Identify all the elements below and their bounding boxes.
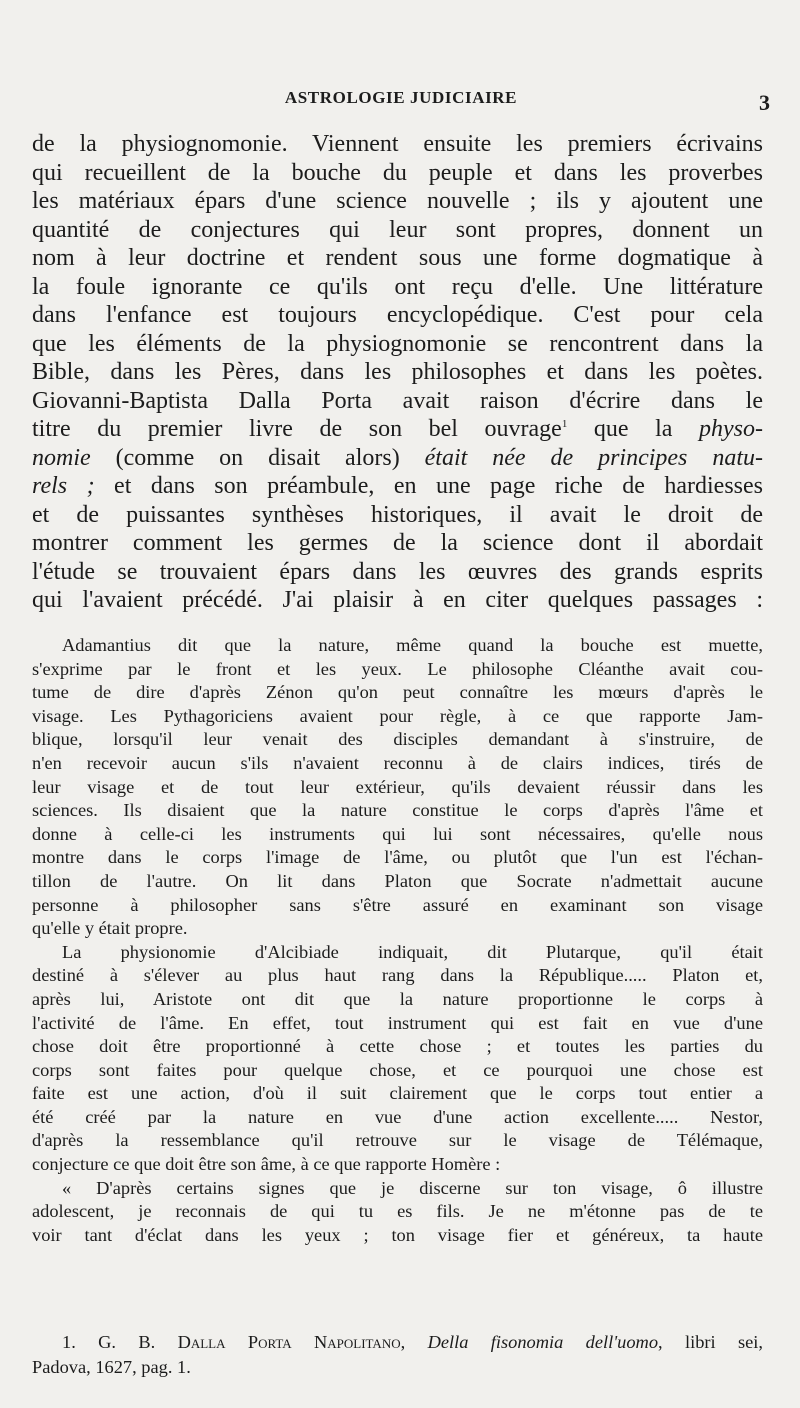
footnote-book-title: Della fisonomia dell'uomo [427,1332,659,1352]
text-line: Giovanni-Baptista Dalla Porta avait raison d'écrire dans le [32,387,763,414]
quote-line: conjecture ce que doit être son âme, à ce que rapporte Homère : [32,1154,501,1175]
footnote [32,1330,763,1380]
text-line: qui recueillent de la bouche du peuple et dans les proverbes [32,159,763,186]
quote-line: personne à philosopher sans s'être assuré en examinant son visage [32,894,763,915]
quote-line: tillon de l'autre. On lit dans Platon que Socrate n'admettait aucune [32,870,763,891]
quote-line: montre dans le corps l'image de l'âme, ou plutôt que l'un est l'échan- [32,847,763,868]
quote-line: donne à celle-ci les instruments qui lui sont nécessaires, qu'elle nous [32,823,763,844]
footnote-reference: 1 [561,418,568,430]
quote-line: adolescent, je reconnais de qui tu es fils. Je ne m'étonne pas de te [32,1201,763,1222]
text-line: qui l'avaient précédé. J'ai plaisir à en citer quelques passages : [32,587,763,613]
text-line: montrer comment les germes de la science dont il abordait [32,530,763,556]
text-segment: , libri sei, [658,1332,763,1352]
text-line [32,415,763,444]
footnote-author: Dalla Porta Napolitano [177,1332,401,1352]
quote-line: La physionomie d'Alcibiade indiquait, dit Plutarque, qu'il était [62,941,763,962]
text-line: dans l'enfance est toujours encyclopédique. C'est pour cela [32,302,763,328]
text-line: que les éléments de la physiognomonie se rencontrent dans la [32,330,763,357]
text-line [32,444,763,473]
text-line: quantité de conjectures qui leur sont propres, donnent un [32,216,763,243]
italic-phrase: physo- [699,416,763,442]
text-line: la foule ignorante ce qu'ils ont reçu d'elle. Une littérature [32,273,763,300]
text-segment: que la [567,416,699,442]
quote-line: corps sont faites pour quelque chose, et ce pourquoi une chose est [32,1059,763,1080]
quote-line: qu'elle y était propre. [32,918,188,939]
footnote-line: Padova, 1627, pag. 1. [32,1357,191,1377]
quote-line: l'activité de l'âme. En effet, tout instrument qui est fait en vue d'une [32,1012,763,1033]
quote-line: s'exprime par le front et les yeux. Le philosophe Cléanthe avait cou- [32,658,763,679]
footnote-number: 1. G. B. [62,1332,178,1352]
text-segment: et dans son préambule, en une page riche de hardiesses [94,473,763,499]
main-text [32,130,763,615]
quote-line: « D'après certains signes que je discerne sur ton visage, ô illustre [62,1177,763,1198]
text-line: Bible, dans les Pères, dans les philosophes et dans les poètes. [32,359,763,385]
quote-line: sciences. Ils disaient que la nature constitue le corps d'après l'âme et [32,800,763,821]
quote-line: Adamantius dit que la nature, même quand la bouche est muette, [62,635,763,655]
quote-line: été créé par la nature en vue d'une action excellente..... Nestor, [32,1106,763,1127]
quote-line: leur visage et de tout leur extérieur, qu'ils devaient réussir dans les [32,776,763,797]
text-line: de la physiognomonie. Viennent ensuite les premiers écrivains [32,131,763,157]
footnote-line [32,1330,763,1355]
quote-line: voir tant d'éclat dans les yeux ; ton visage fier et généreux, ta haute [32,1224,763,1245]
quote-line: après lui, Aristote ont dit que la nature proportionne le corps à [32,988,763,1009]
text-line [32,472,763,501]
text-segment: titre du premier livre de son bel ouvrage [32,416,562,442]
quote-line: chose doit être proportionné à cette chose ; et toutes les parties du [32,1036,763,1057]
text-line: et de puissantes synthèses historiques, il avait le droit de [32,501,763,528]
quote-line: blique, lorsqu'il leur venait des disciples demandant à s'instruire, de [32,729,763,750]
quote-line: visage. Les Pythagoriciens avaient pour règle, à ce que rapporte Jam- [32,705,763,726]
quoted-passage [32,634,763,1247]
quote-line: faite est une action, d'où il suit clairement que le corps tout entier a [32,1083,763,1104]
italic-phrase: nomie [32,444,91,471]
text-line: l'étude se trouvaient épars dans les œuvres des grands esprits [32,558,763,585]
text-segment: (comme on disait alors) [90,444,425,471]
text-line: les matériaux épars d'une science nouvelle ; ils y ajoutent une [32,188,763,214]
page-header [32,88,770,114]
italic-phrase: était née de principes natu- [424,444,763,471]
page-number: 3 [759,90,770,115]
quote-line: n'en recevoir aucun s'ils n'avaient reconnu à de clairs indices, tirés de [32,752,763,773]
quote-line: d'après la ressemblance qu'il retrouve sur le visage de Télémaque, [32,1130,763,1151]
quote-line: tume de dire d'après Zénon qu'on peut connaître les mœurs d'après le [32,682,763,703]
running-title: ASTROLOGIE JUDICIAIRE [284,88,518,107]
quote-line: destiné à s'élever au plus haut rang dans la République..... Platon et, [32,965,763,986]
text-segment: , [400,1332,428,1352]
italic-phrase: rels ; [32,473,95,499]
text-line: nom à leur doctrine et rendent sous une forme dogmatique à [32,245,763,271]
